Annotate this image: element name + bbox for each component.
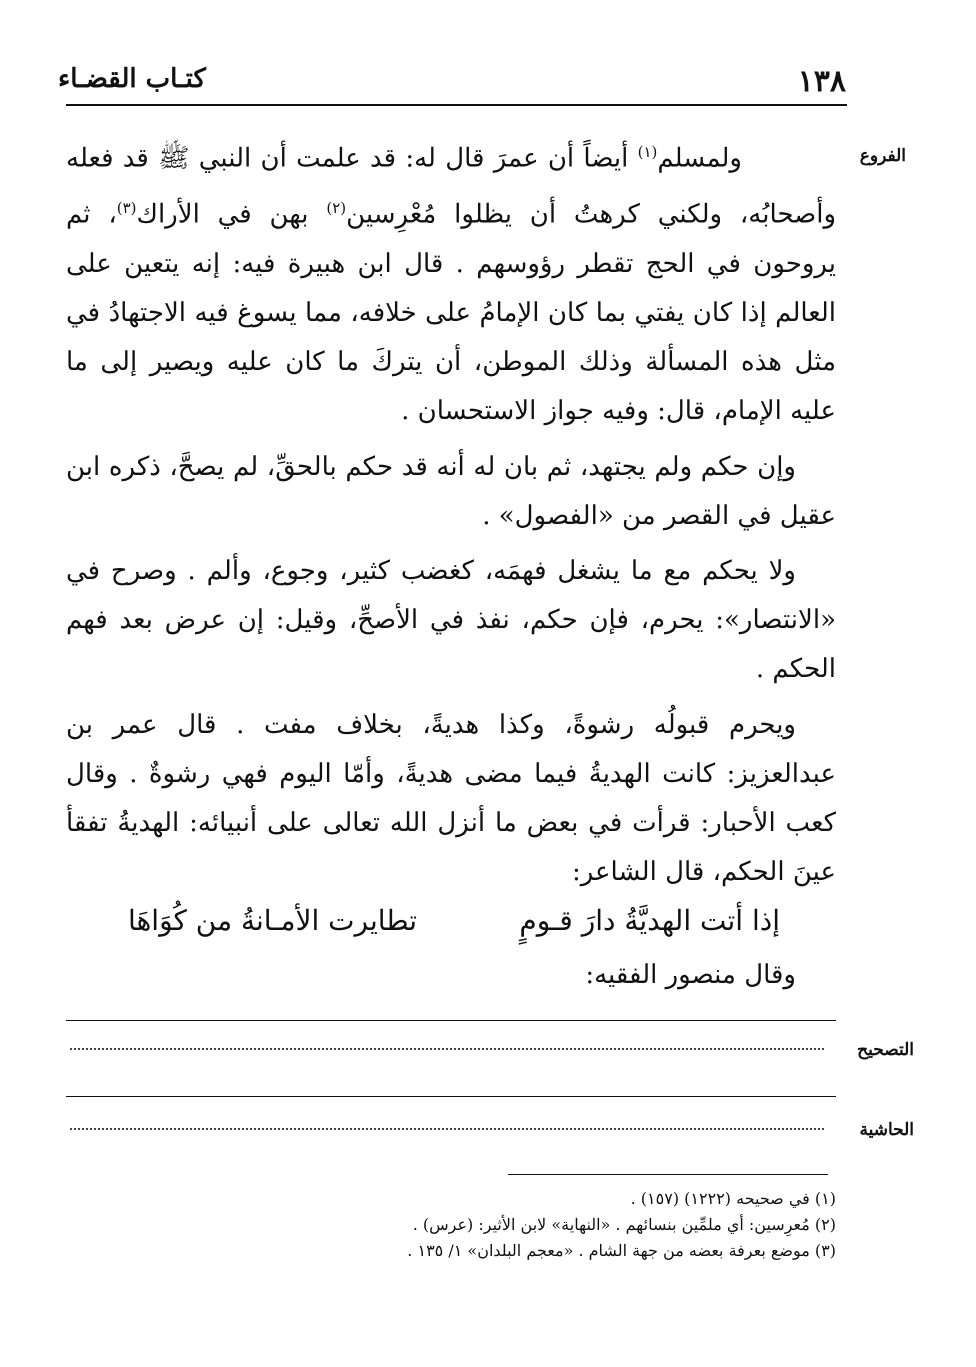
paragraph-4: ويحرم قبولُه رشوةً، وكذا هديةً، بخلاف مفت . قال عمر بن عبدالعزيز: كانت الهديةُ فيما مضى هديةً، وأمّا اليوم فهي رشوةٌ . وقال كعب الأحبار: قرأت في بعض ما أنزل الله تعالى على أنبيائه: الهديةُ تفقأ عينَ الحكم، قال الشاعر: — [66, 709, 836, 888]
footnote-separator — [508, 1174, 828, 1175]
poem-hemistich-1: إذا أتت الهديَّةُ دارَ قـومٍ — [519, 904, 780, 937]
footnote-2: (٢) مُعرِسين: أي ملمِّين بنسائهم . «النهاية» لابن الأثير: (عرس) . — [412, 1215, 836, 1234]
side-label-hashiya: الحاشية — [859, 1120, 914, 1140]
paragraph-1 — [66, 128, 836, 437]
paragraph-2: وإن حكم ولم يجتهد، ثم بان له أنه قد حكم بالحقِّ، لم يصحَّ، ذكره ابن عقيل في القصر من «الفصول» . — [66, 451, 836, 531]
poem-hemistich-2: تطايرت الأمـانةُ من كُوَاهَا — [128, 904, 418, 937]
footnotes — [330, 1186, 836, 1264]
tasheeh-dotted-line — [70, 1048, 824, 1050]
para1-part-a: ولمسلم — [657, 143, 742, 174]
hashiya-dotted-line — [70, 1128, 824, 1130]
header-rule — [66, 104, 847, 106]
footnote-ref-2: (٢) — [326, 198, 347, 217]
para1-part-c: بهن في الأراك — [136, 199, 327, 230]
side-label-furoo: الفروع — [859, 146, 906, 166]
para1-part-d: ، ثم يروحون في الحج تقطر رؤوسهم . قال ابن هبيرة فيه: إنه يتعين على العالم إذا كان يفتي بما كان الإمامُ على خلافه، مما يسوغ فيه الاجتهادُ في مثل هذه المسألة وذلك الموطن، أن يتركَ ما كان عليه ويصير إلى ما عليه الإمام، قال: وفيه جواز الاستحسان . — [66, 199, 836, 427]
footnote-ref-3: (٣) — [116, 198, 137, 217]
para1-part-b: أيضاً أن عمرَ قال له: قد علمت أن النبي ﷺ قد فعله وأصحابُه، ولكني كرهتُ أن يظلوا مُعْرِسين — [66, 143, 837, 230]
poem-verse — [128, 904, 780, 937]
footnote-ref-1: (١) — [637, 143, 658, 161]
side-label-tasheeh: التصحيح — [857, 1040, 914, 1060]
page-number: ١٣٨ — [797, 64, 846, 99]
paragraph-3: ولا يحكم مع ما يشغل فهمَه، كغضب كثير، وجوع، وألم . وصرح في «الانتصار»: يحرم، فإن حكم، نفذ في الأصحِّ، وقيل: إن عرض بعد فهم الحكم . — [66, 555, 836, 685]
footnote-3: (٣) موضع بعرفة بعضه من جهة الشام . «معجم البلدان» ١/ ١٣٥ . — [407, 1241, 836, 1260]
tasheeh-rule — [66, 1096, 836, 1097]
after-poem-line: وقال منصور الفقيه: — [585, 960, 796, 990]
running-title: كتـاب القضـاء — [58, 64, 206, 94]
main-text — [66, 128, 836, 903]
footnote-1: (١) في صحيحه (١٢٢٢) (١٥٧) . — [630, 1189, 836, 1208]
body-end-rule — [66, 1020, 836, 1021]
